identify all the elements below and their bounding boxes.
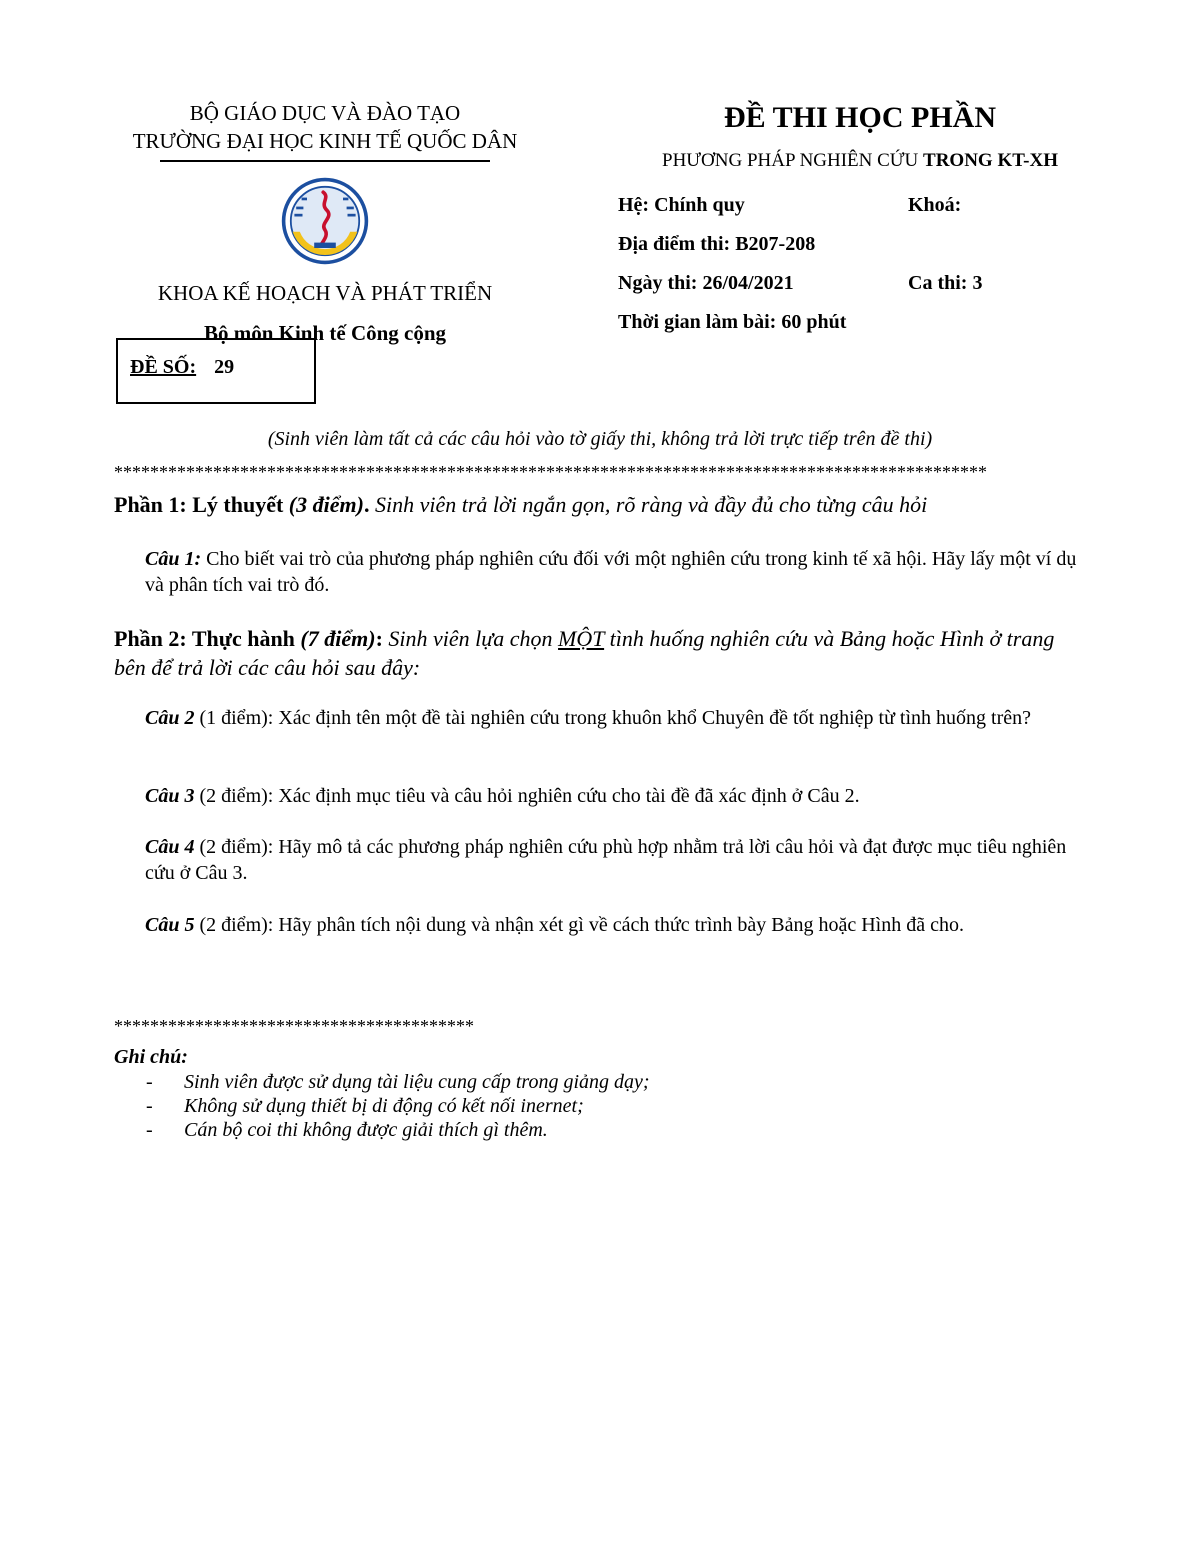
part1-heading-dot: . xyxy=(363,492,370,517)
note-text: Sinh viên được sử dụng tài liệu cung cấp trong giảng dạy; xyxy=(184,1071,650,1093)
exam-code-value: 29 xyxy=(214,356,235,378)
location-label: Địa điểm thi: xyxy=(618,233,736,255)
question-3 xyxy=(145,783,1095,809)
program-value: Chính quy xyxy=(654,194,745,216)
shift-label: Ca thi: xyxy=(908,272,973,294)
question-2-text: (1 điểm): Xác định tên một đề tài nghiên cứu trong khuôn khổ Chuyên đề tốt nghiệp từ tình huống trên? xyxy=(194,707,1031,729)
part2-heading-points: (7 điểm) xyxy=(300,626,376,651)
question-5-text: (2 điểm): Hãy phân tích nội dung và nhận xét gì về cách thức trình bày Bảng hoặc Hình đã cho. xyxy=(194,914,964,936)
location-value: B207-208 xyxy=(735,233,816,255)
duration-value: 60 phút xyxy=(781,311,847,333)
course-name xyxy=(580,150,1140,172)
part2-heading-title: Phần 2: Thực hành xyxy=(114,626,301,651)
duration-row xyxy=(618,303,1140,342)
date-row xyxy=(618,264,1140,303)
university-name: TRƯỜNG ĐẠI HỌC KINH TẾ QUỐC DÂN xyxy=(132,129,518,153)
part1-heading-desc: Sinh viên trả lời ngắn gọn, rõ ràng và đầy đủ cho từng câu hỏi xyxy=(369,492,928,517)
question-1-text: Cho biết vai trò của phương pháp nghiên cứu đối với một nghiên cứu trong kinh tế xã hội. Hãy lấy một ví dụ và phân tích vai trò đó. xyxy=(145,548,1077,596)
question-2-label: Câu 2 xyxy=(145,707,195,729)
location-row xyxy=(618,225,1140,264)
part2-heading-desc2: tình huống nghiên cứu và Bảng hoặc Hình ở trang bên để trả lời các câu hỏi sau đây: xyxy=(114,626,1055,680)
question-4-label: Câu 4 xyxy=(145,836,195,858)
note-bullet: - xyxy=(146,1119,153,1141)
program-row xyxy=(618,186,1140,225)
part1-heading xyxy=(114,492,1094,518)
date-label: Ngày thi: xyxy=(618,272,703,294)
part1-heading-title: Phần 1: Lý thuyết xyxy=(114,492,289,517)
course-name-suffix: TRONG KT-XH xyxy=(923,150,1058,171)
question-4-text: (2 điểm): Hãy mô tả các phương pháp nghiên cứu phù hợp nhằm trả lời câu hỏi và đạt được mục tiêu nghiên cứu ở Câu 3. xyxy=(145,836,1067,884)
part2-heading xyxy=(114,624,1089,682)
header-left xyxy=(90,100,560,346)
note-text: Cán bộ coi thi không được giải thích gì thêm. xyxy=(184,1119,548,1141)
cohort-label: Khoá: xyxy=(908,194,962,216)
separator-short: **************************************** xyxy=(114,1016,474,1036)
note-item xyxy=(114,1070,1014,1094)
question-3-text: (2 điểm): Xác định mục tiêu và câu hỏi nghiên cứu cho tài đề đã xác định ở Câu 2. xyxy=(194,785,860,807)
question-1 xyxy=(145,546,1095,598)
duration-label: Thời gian làm bài: xyxy=(618,311,782,333)
separator-long: ************************************************************************************************* xyxy=(114,462,987,482)
question-5 xyxy=(145,912,1095,938)
part2-heading-desc1: Sinh viên lựa chọn xyxy=(382,626,559,651)
course-name-prefix: PHƯƠNG PHÁP NGHIÊN CỨU xyxy=(662,150,924,171)
university-logo-icon xyxy=(280,176,370,266)
ministry-name: BỘ GIÁO DỤC VÀ ĐÀO TẠO xyxy=(189,101,461,125)
exam-code-box xyxy=(116,338,316,404)
part1-heading-points: (3 điểm) xyxy=(288,492,364,517)
part2-heading-mot: MỘT xyxy=(558,626,605,651)
question-5-label: Câu 5 xyxy=(145,914,195,936)
question-2 xyxy=(145,705,1095,731)
exam-code-label: ĐỀ SỐ: xyxy=(130,356,197,378)
note-bullet: - xyxy=(146,1095,153,1117)
university-underline-rule xyxy=(160,160,490,162)
shift-value: 3 xyxy=(972,272,983,294)
question-3-label: Câu 3 xyxy=(145,785,195,807)
exam-title: ĐỀ THI HỌC PHẦN xyxy=(724,101,996,134)
faculty-name: KHOA KẾ HOẠCH VÀ PHÁT TRIỂN xyxy=(157,281,493,305)
note-bullet: - xyxy=(146,1071,153,1093)
program-label: Hệ: xyxy=(618,194,655,216)
instruction-line: (Sinh viên làm tất cả các câu hỏi vào tờ giấy thi, không trả lời trực tiếp trên đề thi) xyxy=(267,428,933,450)
notes-title: Ghi chú: xyxy=(114,1046,188,1068)
shift xyxy=(908,264,982,303)
date-value: 26/04/2021 xyxy=(702,272,794,294)
header-right xyxy=(580,100,1140,342)
part2-heading-colon: : xyxy=(375,626,383,651)
note-item xyxy=(114,1118,1014,1142)
question-4 xyxy=(145,834,1095,886)
question-1-label: Câu 1: xyxy=(145,548,202,570)
note-item xyxy=(114,1094,1014,1118)
department-name: Bộ môn Kinh tế Công cộng xyxy=(203,321,447,345)
note-text: Không sử dụng thiết bị di động có kết nối inernet; xyxy=(184,1095,584,1117)
notes-section xyxy=(114,1044,1014,1142)
